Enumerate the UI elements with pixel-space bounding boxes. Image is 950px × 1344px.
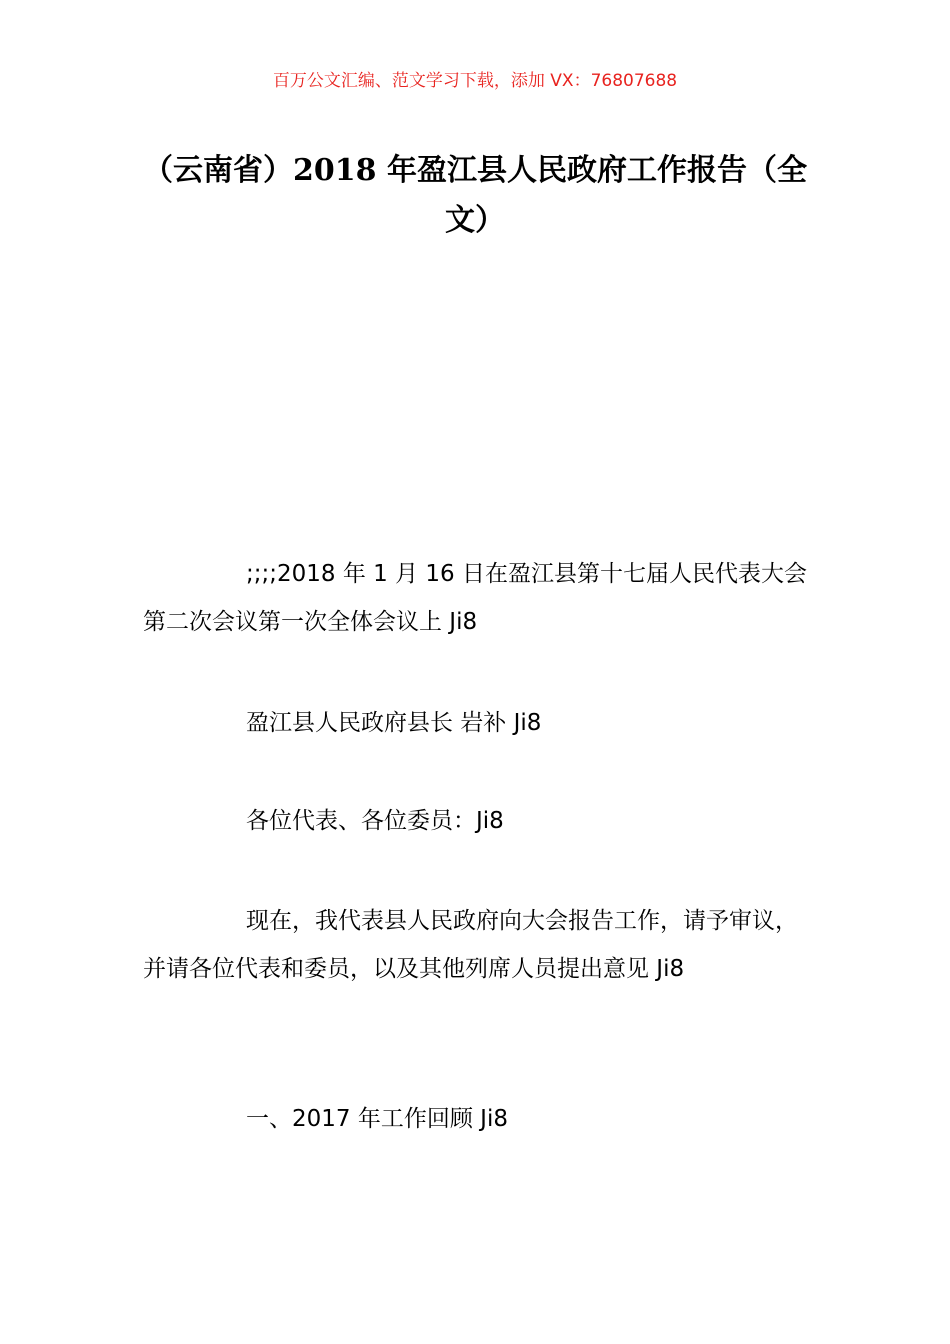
paragraph-opening: 现在，我代表县人民政府向大会报告工作，请予审议，并请各位代表和委员，以及其他列席人员提出意见 Ji8	[143, 908, 798, 982]
paragraph-salutation: 各位代表、各位委员：Ji8	[246, 808, 504, 834]
paragraph-speaker: 盈江县人民政府县长 岩补 Ji8	[246, 710, 542, 736]
paragraph-meeting-info: ;;;;2018 年 1 月 16 日在盈江县第十七届人民代表大会第二次会议第一次全体会议上 Ji8	[143, 561, 807, 635]
document-title: （云南省）2018 年盈江县人民政府工作报告（全文）	[143, 153, 807, 238]
header-banner: 百万公文汇编、范文学习下载，添加 VX：76807688	[272, 71, 678, 91]
section-heading: 一、2017 年工作回顾 Ji8	[246, 1106, 508, 1132]
